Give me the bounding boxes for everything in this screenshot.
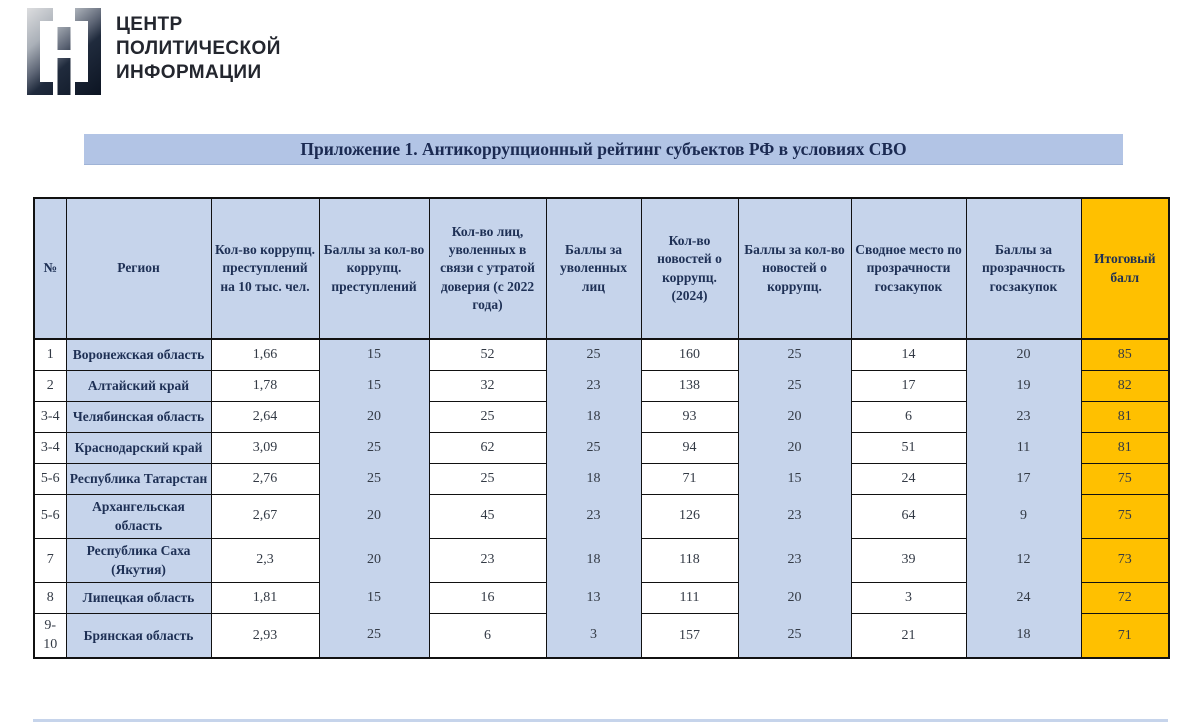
rank-cell: 8 — [34, 582, 66, 613]
value-cell: 20 — [738, 401, 851, 432]
region-cell: Республика Татарстан — [66, 463, 211, 494]
value-cell: 2,93 — [211, 613, 319, 658]
value-cell: 21 — [851, 613, 966, 658]
column-header: № — [34, 198, 66, 339]
column-header: Кол-во коррупц. преступлений на 10 тыс. чел. — [211, 198, 319, 339]
value-cell: 25 — [319, 432, 429, 463]
table-header-row — [34, 198, 1169, 339]
value-cell: 15 — [319, 582, 429, 613]
value-cell: 1,66 — [211, 339, 319, 370]
value-cell: 25 — [738, 613, 851, 658]
value-cell: 23 — [546, 370, 641, 401]
value-cell: 32 — [429, 370, 546, 401]
value-cell: 16 — [429, 582, 546, 613]
value-cell: 24 — [966, 582, 1081, 613]
value-cell: 25 — [738, 370, 851, 401]
value-cell: 13 — [546, 582, 641, 613]
logo-line: ПОЛИТИЧЕСКОЙ — [116, 38, 281, 59]
rank-cell: 5-6 — [34, 463, 66, 494]
value-cell: 20 — [738, 582, 851, 613]
table-row — [34, 339, 1169, 370]
value-cell: 25 — [546, 432, 641, 463]
value-cell: 1,78 — [211, 370, 319, 401]
table-row — [34, 401, 1169, 432]
table-row — [34, 582, 1169, 613]
value-cell: 25 — [738, 339, 851, 370]
value-cell: 6 — [851, 401, 966, 432]
column-header: Баллы за уволенных лиц — [546, 198, 641, 339]
value-cell: 20 — [319, 494, 429, 538]
value-cell: 2,3 — [211, 538, 319, 582]
rank-cell: 2 — [34, 370, 66, 401]
value-cell: 15 — [319, 370, 429, 401]
value-cell: 23 — [738, 494, 851, 538]
value-cell: 24 — [851, 463, 966, 494]
column-header: Сводное место по прозрачности госзакупок — [851, 198, 966, 339]
column-header: Кол-во новостей о коррупц. (2024) — [641, 198, 738, 339]
value-cell: 3 — [851, 582, 966, 613]
appendix-title-bar — [84, 134, 1123, 165]
rank-cell: 1 — [34, 339, 66, 370]
rank-cell: 5-6 — [34, 494, 66, 538]
region-cell: Архангельская область — [66, 494, 211, 538]
value-cell: 72 — [1081, 582, 1169, 613]
rank-cell: 7 — [34, 538, 66, 582]
region-cell: Воронежская область — [66, 339, 211, 370]
table-row — [34, 613, 1169, 658]
value-cell: 1,81 — [211, 582, 319, 613]
column-header: Баллы за кол-во новостей о коррупц. — [738, 198, 851, 339]
column-header: Баллы за прозрачность госзакупок — [966, 198, 1081, 339]
value-cell: 85 — [1081, 339, 1169, 370]
value-cell: 138 — [641, 370, 738, 401]
value-cell: 45 — [429, 494, 546, 538]
rating-table — [33, 197, 1170, 659]
value-cell: 71 — [1081, 613, 1169, 658]
table-row — [34, 463, 1169, 494]
value-cell: 160 — [641, 339, 738, 370]
value-cell: 51 — [851, 432, 966, 463]
value-cell: 20 — [319, 401, 429, 432]
value-cell: 126 — [641, 494, 738, 538]
value-cell: 71 — [641, 463, 738, 494]
value-cell: 93 — [641, 401, 738, 432]
value-cell: 2,67 — [211, 494, 319, 538]
value-cell: 2,76 — [211, 463, 319, 494]
value-cell: 25 — [319, 463, 429, 494]
value-cell: 23 — [966, 401, 1081, 432]
value-cell: 15 — [738, 463, 851, 494]
value-cell: 81 — [1081, 401, 1169, 432]
value-cell: 39 — [851, 538, 966, 582]
logo-line: ЦЕНТР — [116, 14, 183, 35]
logo — [27, 8, 281, 95]
value-cell: 14 — [851, 339, 966, 370]
value-cell: 23 — [429, 538, 546, 582]
value-cell: 52 — [429, 339, 546, 370]
value-cell: 23 — [738, 538, 851, 582]
value-cell: 94 — [641, 432, 738, 463]
value-cell: 18 — [546, 538, 641, 582]
column-header: Кол-во лиц, уволенных в связи с утратой доверия (с 2022 года) — [429, 198, 546, 339]
value-cell: 81 — [1081, 432, 1169, 463]
rank-cell: 9-10 — [34, 613, 66, 658]
value-cell: 111 — [641, 582, 738, 613]
value-cell: 15 — [319, 339, 429, 370]
table-row — [34, 538, 1169, 582]
value-cell: 23 — [546, 494, 641, 538]
value-cell: 25 — [429, 463, 546, 494]
column-header: Регион — [66, 198, 211, 339]
region-cell: Республика Саха (Якутия) — [66, 538, 211, 582]
logo-wordmark — [116, 8, 281, 85]
logo-line: ИНФОРМАЦИИ — [116, 62, 262, 83]
value-cell: 157 — [641, 613, 738, 658]
value-cell: 18 — [546, 463, 641, 494]
value-cell: 64 — [851, 494, 966, 538]
value-cell: 11 — [966, 432, 1081, 463]
rank-cell: 3-4 — [34, 401, 66, 432]
value-cell: 73 — [1081, 538, 1169, 582]
table-row — [34, 370, 1169, 401]
cpi-logo-icon — [27, 8, 101, 95]
value-cell: 9 — [966, 494, 1081, 538]
value-cell: 25 — [429, 401, 546, 432]
region-cell: Липецкая область — [66, 582, 211, 613]
value-cell: 18 — [966, 613, 1081, 658]
value-cell: 25 — [546, 339, 641, 370]
value-cell: 19 — [966, 370, 1081, 401]
value-cell: 18 — [546, 401, 641, 432]
column-header: Итоговый балл — [1081, 198, 1169, 339]
region-cell: Краснодарский край — [66, 432, 211, 463]
table-row — [34, 494, 1169, 538]
value-cell: 6 — [429, 613, 546, 658]
table-row — [34, 432, 1169, 463]
value-cell: 3,09 — [211, 432, 319, 463]
value-cell: 62 — [429, 432, 546, 463]
column-header: Баллы за кол-во коррупц. преступлений — [319, 198, 429, 339]
value-cell: 75 — [1081, 494, 1169, 538]
value-cell: 25 — [319, 613, 429, 658]
value-cell: 75 — [1081, 463, 1169, 494]
value-cell: 17 — [966, 463, 1081, 494]
rank-cell: 3-4 — [34, 432, 66, 463]
value-cell: 118 — [641, 538, 738, 582]
value-cell: 2,64 — [211, 401, 319, 432]
appendix-title: Приложение 1. Антикоррупционный рейтинг субъектов РФ в условиях СВО — [300, 138, 907, 159]
value-cell: 20 — [319, 538, 429, 582]
value-cell: 82 — [1081, 370, 1169, 401]
value-cell: 20 — [738, 432, 851, 463]
value-cell: 3 — [546, 613, 641, 658]
value-cell: 20 — [966, 339, 1081, 370]
value-cell: 17 — [851, 370, 966, 401]
region-cell: Алтайский край — [66, 370, 211, 401]
table-body — [34, 339, 1169, 658]
value-cell: 12 — [966, 538, 1081, 582]
region-cell: Челябинская область — [66, 401, 211, 432]
region-cell: Брянская область — [66, 613, 211, 658]
